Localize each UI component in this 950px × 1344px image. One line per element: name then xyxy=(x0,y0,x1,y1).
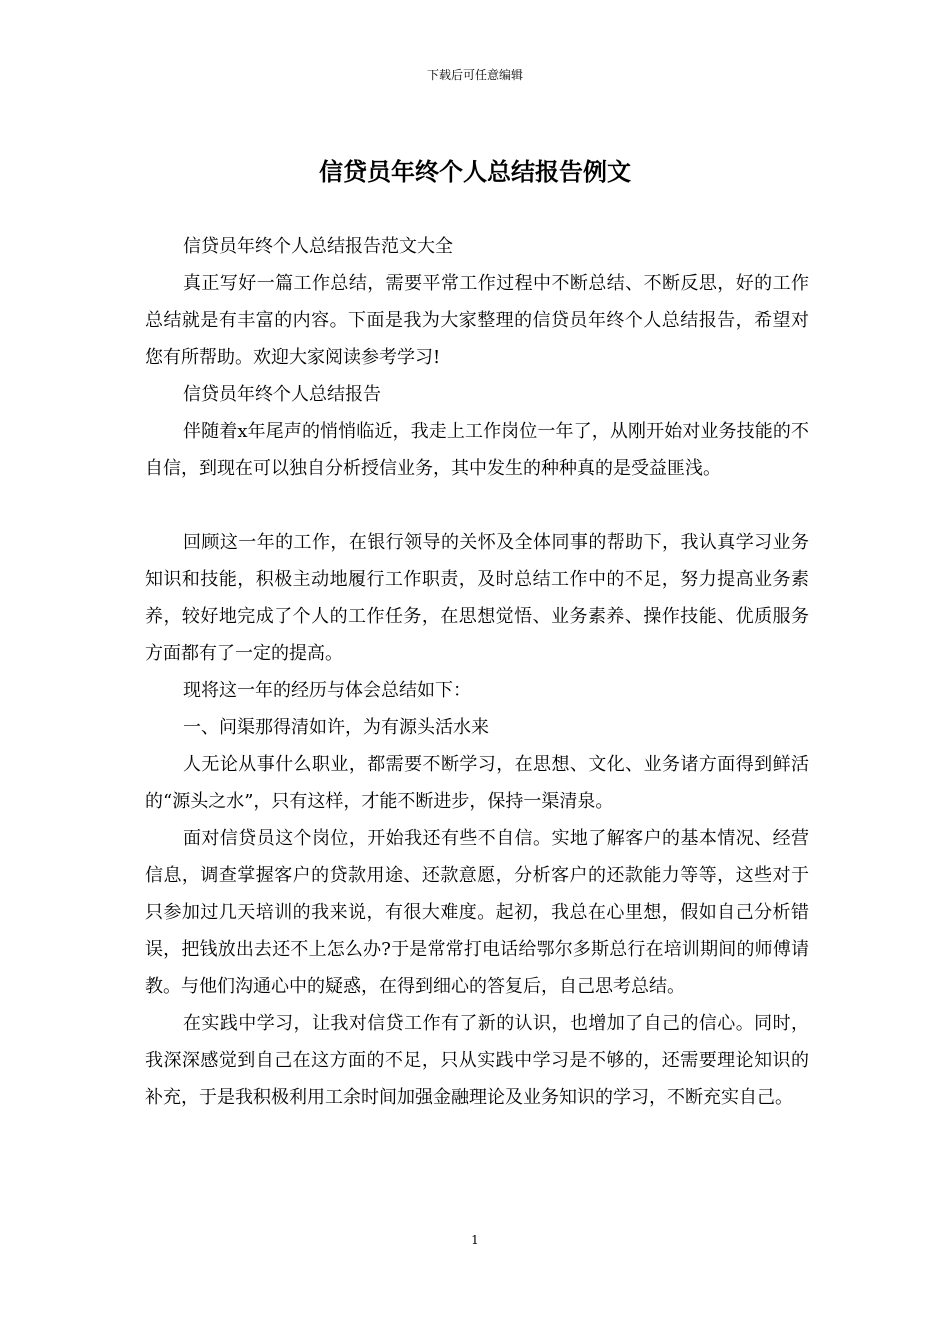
paragraph-summary-lead: 现将这一年的经历与体会总结如下： xyxy=(183,680,471,701)
section-heading-1: 一、问渠那得清如许，为有源头活水来 xyxy=(183,717,489,738)
paragraph-learning: 人无论从事什么职业，都需要不断学习，在思想、文化、业务诸方面得到鲜活的“源头之水”，只有这样，才能不断进步，保持一渠清泉。 xyxy=(145,754,809,812)
document-body xyxy=(145,228,809,1116)
paragraph-heading: 信贷员年终个人总结报告 xyxy=(183,384,381,405)
paragraph-gap xyxy=(145,487,809,524)
header-note: 下载后可任意编辑 xyxy=(426,68,523,82)
page-number: 1 xyxy=(471,1233,479,1247)
paragraph-practice: 在实践中学习，让我对信贷工作有了新的认识，也增加了自己的信心。同时，我深深感觉到自己在这方面的不足，只从实践中学习是不够的，还需要理论知识的补充，于是我积极利用工余时间加强金融理论及业务知识的学习，不断充实自己。 xyxy=(145,1013,809,1108)
paragraph-confidence: 面对信贷员这个岗位，开始我还有些不自信。实地了解客户的基本情况、经营信息，调查掌握客户的贷款用途、还款意愿，分析客户的还款能力等等，这些对于只参加过几天培训的我来说，有很大难度。起初，我总在心里想，假如自己分析错误，把钱放出去还不上怎么办?于是常常打电话给鄂尔多斯总行在培训期间的师傅请教。与他们沟通心中的疑惑，在得到细心的答复后，自己思考总结。 xyxy=(145,828,809,997)
paragraph-subtitle: 信贷员年终个人总结报告范文大全 xyxy=(183,236,453,257)
paragraph-intro: 真正写好一篇工作总结，需要平常工作过程中不断总结、不断反思，好的工作总结就是有丰富的内容。下面是我为大家整理的信贷员年终个人总结报告，希望对您有所帮助。欢迎大家阅读参考学习! xyxy=(145,273,809,368)
document-title: 信贷员年终个人总结报告例文 xyxy=(319,157,631,186)
paragraph-opening: 伴随着x年尾声的悄悄临近，我走上工作岗位一年了，从刚开始对业务技能的不自信，到现在可以独自分析授信业务，其中发生的种种真的是受益匪浅。 xyxy=(145,421,809,479)
paragraph-review: 回顾这一年的工作，在银行领导的关怀及全体同事的帮助下，我认真学习业务知识和技能，积极主动地履行工作职责，及时总结工作中的不足，努力提高业务素养，较好地完成了个人的工作任务，在思想觉悟、业务素养、操作技能、优质服务方面都有了一定的提高。 xyxy=(145,532,809,664)
